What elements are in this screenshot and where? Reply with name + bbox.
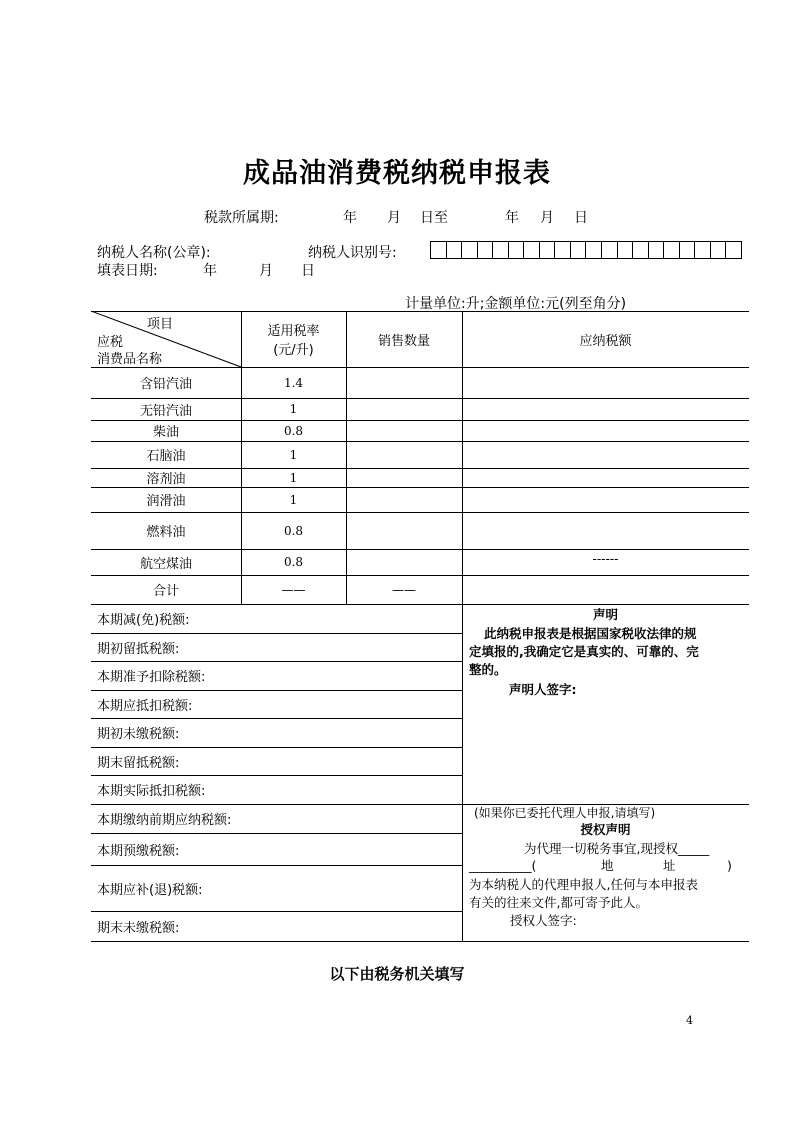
total-tax[interactable]	[462, 575, 749, 604]
declaration-line-2: 定填报的,我确定它是真实的、可靠的、完	[469, 644, 699, 659]
row-name-solvent-oil: 溶剂油	[146, 472, 186, 487]
authorizer-signature-label: 授权人签字:	[510, 913, 577, 928]
period-start-month: 月	[387, 210, 401, 226]
authorization-heading: 授权声明	[580, 822, 631, 837]
authorization-line-3: 为本纳税人的代理申报人,任何与本申报表	[469, 877, 698, 892]
row-name-diesel: 柴油	[152, 425, 179, 440]
period-start-year: 年	[343, 210, 357, 226]
authorization-line-2d: )	[727, 858, 732, 873]
row-qty-leaded-gasoline[interactable]	[346, 367, 462, 398]
row-name-lubricant: 润滑油	[146, 494, 186, 509]
declarant-signature-label: 声明人签字:	[509, 682, 577, 697]
corner-label-top: 项目	[147, 317, 174, 332]
authorization-line-2c: 址	[663, 858, 676, 873]
row-qty-diesel[interactable]	[346, 420, 462, 441]
taxpayer-id-label: 纳税人识别号:	[308, 245, 397, 261]
rate-header-unit: (元/升)	[273, 343, 314, 358]
tax-return-table	[91, 311, 749, 942]
closing-credit-label: 期末留抵税额:	[97, 755, 180, 771]
row-name-fuel-oil: 燃料油	[146, 525, 186, 540]
row-name-leaded-gasoline: 含铅汽油	[139, 377, 192, 392]
row-qty-lubricant[interactable]	[346, 487, 462, 512]
page-title: 成品油消费税纳税申报表	[243, 158, 551, 189]
row-rate-lubricant: 1	[289, 492, 298, 507]
prepaid-tax-label: 本期预缴税额:	[97, 843, 180, 859]
row-qty-naphtha[interactable]	[346, 441, 462, 468]
row-name-unleaded-gasoline: 无铅汽油	[139, 403, 192, 419]
row-tax-naphtha[interactable]	[462, 441, 749, 468]
row-qty-unleaded-gasoline[interactable]	[346, 398, 462, 420]
taxpayer-name-label: 纳税人名称(公章):	[97, 245, 211, 261]
row-tax-jet-kerosene: ------	[592, 552, 619, 566]
tax-header: 应纳税额	[579, 333, 632, 349]
page-number: 4	[686, 1014, 693, 1027]
row-qty-solvent-oil[interactable]	[346, 468, 462, 487]
opening-credit-label: 期初留抵税额:	[97, 641, 180, 657]
corner-label-bottom: 消费品名称	[97, 352, 163, 367]
corner-label-mid: 应税	[97, 335, 124, 350]
supplementary-refund-label: 本期应补(退)税额:	[97, 882, 203, 898]
row-rate-naphtha: 1	[289, 447, 298, 462]
current-deductible-label: 本期应抵扣税额:	[97, 698, 193, 714]
row-tax-solvent-oil[interactable]	[462, 468, 749, 487]
current-reduced-tax-label: 本期减(免)税额:	[97, 613, 190, 628]
row-rate-jet-kerosene: 0.8	[283, 555, 304, 569]
period-start-day: 日至	[420, 210, 448, 226]
fill-date-year: 年	[203, 263, 217, 279]
row-tax-lubricant[interactable]	[462, 487, 749, 512]
row-qty-jet-kerosene[interactable]	[346, 549, 462, 575]
units-note: 计量单位:升;金额单位:元(列至角分)	[405, 296, 627, 312]
row-rate-diesel: 0.8	[283, 423, 304, 438]
fill-date-label: 填表日期:	[97, 263, 158, 279]
taxpayer-id-boxes[interactable]	[430, 241, 742, 259]
authorization-line-1: 为代理一切税务事宜,现授权_____	[524, 841, 710, 856]
authorization-line-4: 有关的往来文件,都可寄予此人。	[469, 895, 648, 910]
period-end-day: 日	[574, 210, 588, 226]
row-qty-fuel-oil[interactable]	[346, 512, 462, 549]
declaration-line-3: 整的。	[469, 662, 507, 677]
closing-unpaid-label: 期末未缴税额:	[97, 920, 180, 936]
authorization-note: (如果你已委托代理人申报,请填写)	[474, 806, 656, 820]
actual-deduction-label: 本期实际抵扣税额:	[97, 784, 206, 799]
qty-header: 销售数量	[377, 333, 430, 349]
row-rate-fuel-oil: 0.8	[283, 523, 304, 538]
row-tax-leaded-gasoline[interactable]	[462, 367, 749, 398]
period-end-month: 月	[540, 210, 554, 226]
opening-unpaid-label: 期初未缴税额:	[97, 727, 180, 742]
declaration-line-1: 此纳税申报表是根据国家税收法律的规	[484, 626, 697, 641]
fill-date-month: 月	[259, 263, 273, 279]
period-end-year: 年	[505, 210, 519, 226]
total-qty-dash: ——	[392, 582, 416, 597]
row-tax-fuel-oil[interactable]	[462, 512, 749, 549]
row-rate-leaded-gasoline: 1.4	[283, 375, 304, 390]
row-rate-solvent-oil: 1	[289, 470, 298, 485]
rate-header-label: 适用税率	[267, 324, 320, 339]
declaration-heading: 声明	[592, 607, 618, 622]
row-name-jet-kerosene: 航空煤油	[139, 556, 192, 572]
row-tax-diesel[interactable]	[462, 420, 749, 441]
fill-date-day: 日	[301, 263, 315, 279]
row-tax-unleaded-gasoline[interactable]	[462, 398, 749, 420]
allowed-deduction-label: 本期准予扣除税额:	[97, 670, 206, 685]
total-rate-dash: ——	[281, 582, 306, 597]
rate-header	[241, 311, 346, 367]
row-rate-unleaded-gasoline: 1	[289, 402, 298, 416]
row-name-naphtha: 石脑油	[146, 449, 186, 464]
tax-office-section-note: 以下由税务机关填写	[329, 965, 465, 983]
authorization-line-2b: 地	[601, 858, 614, 873]
total-label: 合计	[152, 584, 179, 599]
prior-period-paid-label: 本期缴纳前期应纳税额:	[97, 813, 232, 828]
period-label: 税款所属期:	[204, 210, 279, 226]
authorization-line-2a: __________(	[469, 858, 537, 873]
